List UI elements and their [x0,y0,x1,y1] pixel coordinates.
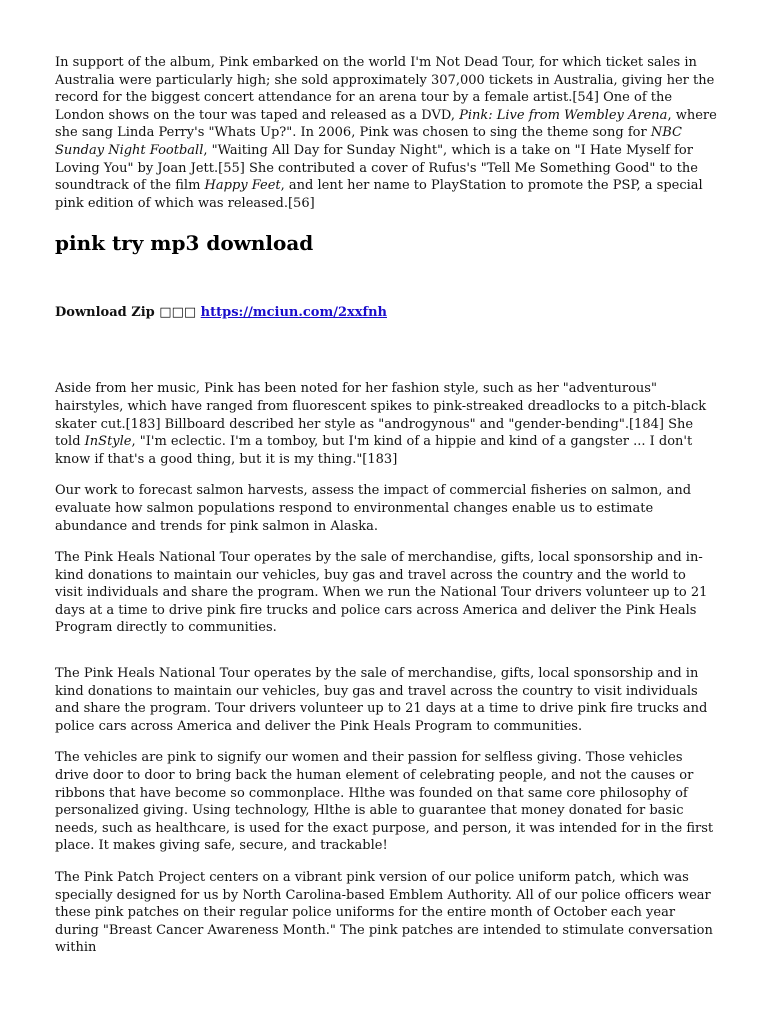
paragraph-fashion-style [55,380,717,468]
paragraph-tour-1: The Pink Heals National Tour operates by the sale of merchandise, gifts, local sponsorship and in-kind donations to maintain our vehicles, buy gas and travel across the country and the world to visit individuals and share the program. When we run the National Tour drivers volunteer up to 21 days at a time to drive pink fire trucks and police cars across America and deliver the Pink Heals Program directly to communities. [55,550,708,636]
italic-film-title: Happy Feet [204,178,281,194]
download-link[interactable]: https://mciun.com/2xxfnh [200,305,388,321]
paragraph-tour-2: The Pink Heals National Tour operates by the sale of merchandise, gifts, local sponsorship and in kind donations to maintain our vehicles, buy gas and travel across the country to visit individuals and share the program. Tour drivers volunteer up to 21 days at a time to drive pink fire trucks and police cars across America and deliver the Pink Heals Program to communities. [55,666,708,734]
italic-dvd-title: Pink: Live from Wembley Arena [459,107,668,123]
text-span: , "Waiting All Day for Sunday Night", which is a take on "I Hate Myself for Loving You" by Joan Jett.[55] She contributed a cover of Rufus's "Tell Me Something Good" to the soundtrack of the film [55,142,698,194]
download-label: Download Zip [55,305,160,321]
download-line [55,304,717,322]
paragraph-vehicles: The vehicles are pink to signify our women and their passion for selfless giving. Those vehicles drive door to door to bring back the human element of celebrating people, and not the causes or ribbons that have become so commonplace. Hlthe was founded on that same core philosophy of personalized giving. Using technology, Hlthe is able to guarantee that money donated for basic needs, such as healthcare, is used for the exact purpose, and person, it was intended for in the first place. It makes giving safe, secure, and trackable! [55,750,714,854]
section-heading: pink try mp3 download [55,231,314,256]
italic-show-title: NBC Sunday Night Football [55,125,682,158]
text-span: , where she sang Linda Perry's "Whats Up?". In 2006, Pink was chosen to sing the theme song for [55,107,717,141]
text-span: Aside from her music, Pink has been noted for her fashion style, such as her "adventurous" hairstyles, which have ranged from fluorescent spikes to pink-streaked dreadlocks to a pitch-black skater cut.[183] Billboard described her style as "androgynous" and "gender-bending".[184] She told [55,381,707,450]
text-span: In support of the album, Pink embarked on the world I'm Not Dead Tour, for which ticket sales in Australia were particularly high; she sold approximately 307,000 tickets in Australia, giving her the record for the biggest concert attendance for an arena tour by a female artist.[54] One of the London shows on the tour was taped and released as a DVD, [55,55,715,123]
glyph-placeholders: □□□ [159,305,197,321]
text-span: , and lent her name to PlayStation to promote the PSP, a special pink edition of which was released.[56] [55,178,703,211]
text-span: , "I'm eclectic. I'm a tomboy, but I'm kind of a hippie and kind of a gangster ... I don't know if that's a good thing, but it is my thing."[183] [55,434,693,467]
paragraph-pink-patch: The Pink Patch Project centers on a vibrant pink version of our police uniform patch, which was specially designed for us by North Carolina-based Emblem Authority. All of our police officers wear these pink patches on their regular police uniforms for the entire month of October each year during "Breast Cancer Awareness Month." The pink patches are intended to stimulate conversation within [55,870,713,956]
paragraph-album-tour [55,54,717,212]
italic-magazine: InStyle [84,434,132,450]
document-body [55,54,717,971]
spacer [55,322,717,380]
paragraph-salmon: Our work to forecast salmon harvests, assess the impact of commercial fisheries on salmon, and evaluate how salmon populations respond to environmental changes enable us to estimate abundance and trends for pink salmon in Alaska. [55,483,692,534]
spacer [55,651,717,665]
